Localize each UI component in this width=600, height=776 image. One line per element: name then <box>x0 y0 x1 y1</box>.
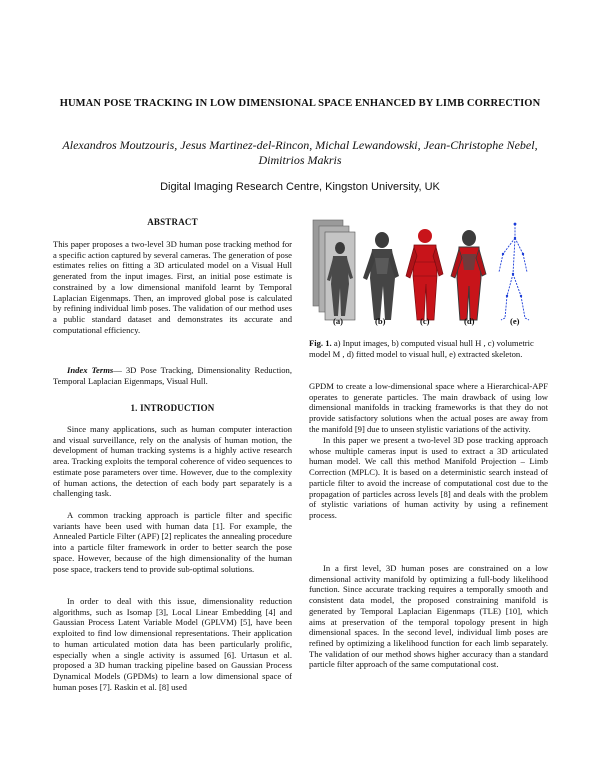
volumetric-model <box>406 229 443 320</box>
abstract-text: This paper proposes a two-level 3D human pose tracking method for a specific action captured by several cameras. The generation of pose estimates relies on fitting a 3D articulated model on a Visual Hull generated from the input images. First, an initial pose estimate is constrained by a low dimensional manifold learnt by Temporal Laplacian Eigenmaps. Then, an improved global pose is calculated by refining individual limb poses. The validation of our method uses a public standard dataset and demonstrates its accurate and computational efficiency. <box>53 239 292 335</box>
input-images <box>313 220 355 320</box>
paper-authors: Alexandros Moutzouris, Jesus Martinez-del-Rincon, Michal Lewandowski, Jean-Christophe Nebel, Dimitrios Makris <box>62 138 538 167</box>
figure-1-image <box>309 218 548 326</box>
index-terms-label: Index Terms <box>67 365 114 375</box>
intro-paragraph-3: In order to deal with this issue, dimensionality reduction algorithms, such as Isomap [3], Local Linear Embedding [4] and Gaussian Process Latent Variable Model (GPLVM) [5], have been exploited to find low dimensional representations. Their application to human articulated motion data has been particularly prolific, especially when a single activity is assumed [6]. Urtasun et al. proposed a 3D human tracking pipeline based on Gaussian Process Dynamical Models (GPDMs) to learn a low dimensional space of human poses [7]. Raskin et al. [8] used <box>53 596 292 692</box>
paper-affiliation: Digital Imaging Research Centre, Kingston University, UK <box>160 181 440 193</box>
figure-label-b: (b) <box>375 316 386 326</box>
intro-paragraph-2: A common tracking approach is particle filter and specific variants have been used with human data [1]. For example, the Annealed Particle Filter (APF) [2] replicates the annealing procedure into a particle filter framework in order to better search the pose space. However, because of the high dimensionality of the human pose space, trackers tend to provide sub-optimal solutions. <box>53 510 292 574</box>
figure-label-e: (e) <box>510 316 520 326</box>
index-terms <box>53 365 292 386</box>
intro-paragraph-5: In this paper we present a two-level 3D pose tracking approach whose multiple cameras input is used to extract a 3D articulated human model. We call this method Manifold Projection – Limb Correction (MPLC). It is based on a deterministic search instead of particle filter to avoid the increase of computational cost due to the propagation of particles across levels [8] and deals with the problem of stylistic variations of human activity by using a refinement process. <box>309 435 548 520</box>
figure-label-a: (a) <box>333 316 344 326</box>
figure-1 <box>309 218 548 326</box>
figure-label-d: (d) <box>464 316 475 326</box>
skeleton-joints <box>502 223 524 298</box>
introduction-heading: 1. INTRODUCTION <box>130 403 215 413</box>
intro-paragraph-4: GPDM to create a low-dimensional space where a Hierarchical-APF operates to generate particles. The main drawback of using low dimensional manifolds in tracking frameworks is that they do not provide satisfactory solutions when the actual poses are away from the manifold [9] due to unseen stylistic variations of the activity. <box>309 381 548 434</box>
figure-label-c: (c) <box>420 316 430 326</box>
intro-paragraph-6: In a first level, 3D human poses are constrained on a low dimensional activity manifold by optimizing a full-body likelihood function. Since accurate tracking requires a temporally smooth and consistent data model, the proposed constraining manifold is generated by Temporal Laplacian Eigenmaps (TLE) [10], which aims at preservation of the temporal topology present in high dimensional spaces. In the second level, individual limb poses are refined by optimizing a likelihood function for each limb separately. The validation of our method shows higher accuracy than a standard particle filter approach of the same computational cost. <box>309 563 548 670</box>
abstract-heading: ABSTRACT <box>147 217 198 227</box>
paper-title: HUMAN POSE TRACKING IN LOW DIMENSIONAL SPACE ENHANCED BY LIMB CORRECTION <box>59 98 541 109</box>
visual-hull <box>363 232 399 320</box>
figure-caption-label: Fig. 1. <box>309 338 332 348</box>
figure-caption <box>309 338 548 359</box>
intro-paragraph-1: Since many applications, such as human computer interaction and visual surveillance, rely on the analysis of human motion, the development of human tracking systems is a highly active research area. Tracking exploits the temporal coherence of video sequences to estimate pose parameters over time. However, due to the complexity of human actions, the detection of each body part separately is a challenging task. <box>53 424 292 499</box>
fitted-model <box>451 230 486 320</box>
figure-caption-text: a) Input images, b) computed visual hull H , c) volumetric model M , d) fitted model to visual hull, e) extracted skeleton. <box>309 338 534 359</box>
index-terms-text: — 3D Pose Tracking, Dimensionality Reduction, Temporal Laplacian Eigenmaps, Visual Hull. <box>53 365 292 386</box>
